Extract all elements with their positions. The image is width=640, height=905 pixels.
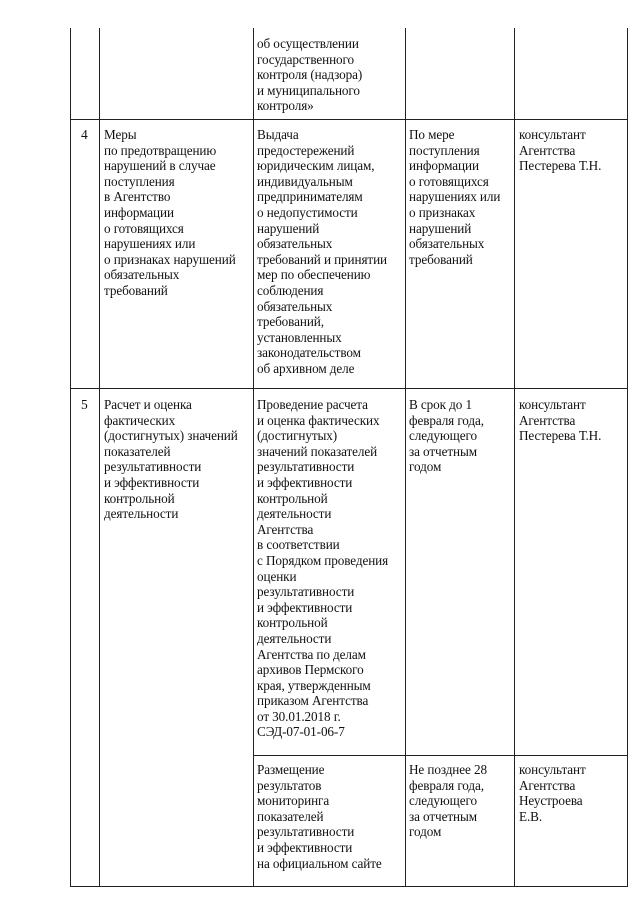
column-divider-2: [253, 28, 254, 887]
row-4-responsible: консультант Агентства Пестерева Т.Н.: [519, 127, 602, 174]
column-divider-4: [514, 28, 515, 887]
column-divider-3: [405, 28, 406, 887]
column-divider-1: [99, 28, 100, 887]
row-5b-deadline: Не позднее 28 февраля года, следующего за отчетным годом: [409, 762, 487, 840]
row-divider-2: [70, 388, 628, 389]
row-divider-1: [70, 119, 628, 120]
row-5-deadline: В срок до 1 февраля года, следующего за отчетным годом: [409, 397, 484, 475]
table-border-left: [70, 28, 71, 887]
row-5-number: 5: [81, 397, 88, 412]
row-4-deadline: По мере поступления информации о готовящихся нарушениях или о признаках нарушений обязательных требований: [409, 127, 501, 267]
row-5b-description: Размещение результатов мониторинга показателей результативности и эффективности на официальном сайте: [257, 762, 382, 871]
row-0-description: об осуществлении государственного контроля (надзора) и муниципального контроля»: [257, 36, 363, 114]
table-border-bottom: [70, 886, 628, 887]
table-border-right: [627, 28, 628, 887]
row-5b-responsible: консультант Агентства Неустроева Е.В.: [519, 762, 586, 824]
row-4-description: Выдача предостережений юридическим лицам, индивидуальным предпринимателям о недопустимости нарушений обязательных требований и принятии мер по обеспечению соблюдения обязательных требований, установленных законодательством об архивном деле: [257, 127, 388, 376]
row-5-responsible: консультант Агентства Пестерева Т.Н.: [519, 397, 602, 444]
row-divider-3: [253, 755, 628, 756]
row-4-number: 4: [81, 127, 88, 142]
row-5-description: Проведение расчета и оценка фактических (достигнутых) значений показателей результативности и эффективности контрольной деятельности Агентства в соответствии с Порядком проведения оценки результативности и эффективности контрольной деятельности Агентства по делам архивов Пермского края, утвержденным приказом Агентства от 30.01.2018 г. СЭД-07-01-06-7: [257, 397, 389, 740]
row-4-measure: Меры по предотвращению нарушений в случае поступления в Агентство информации о готовящихся нарушениях или о признаках нарушений обязательных требований: [104, 127, 236, 298]
row-5-measure: Расчет и оценка фактических (достигнутых) значений показателей результативности и эффективности контрольной деятельности: [104, 397, 238, 522]
